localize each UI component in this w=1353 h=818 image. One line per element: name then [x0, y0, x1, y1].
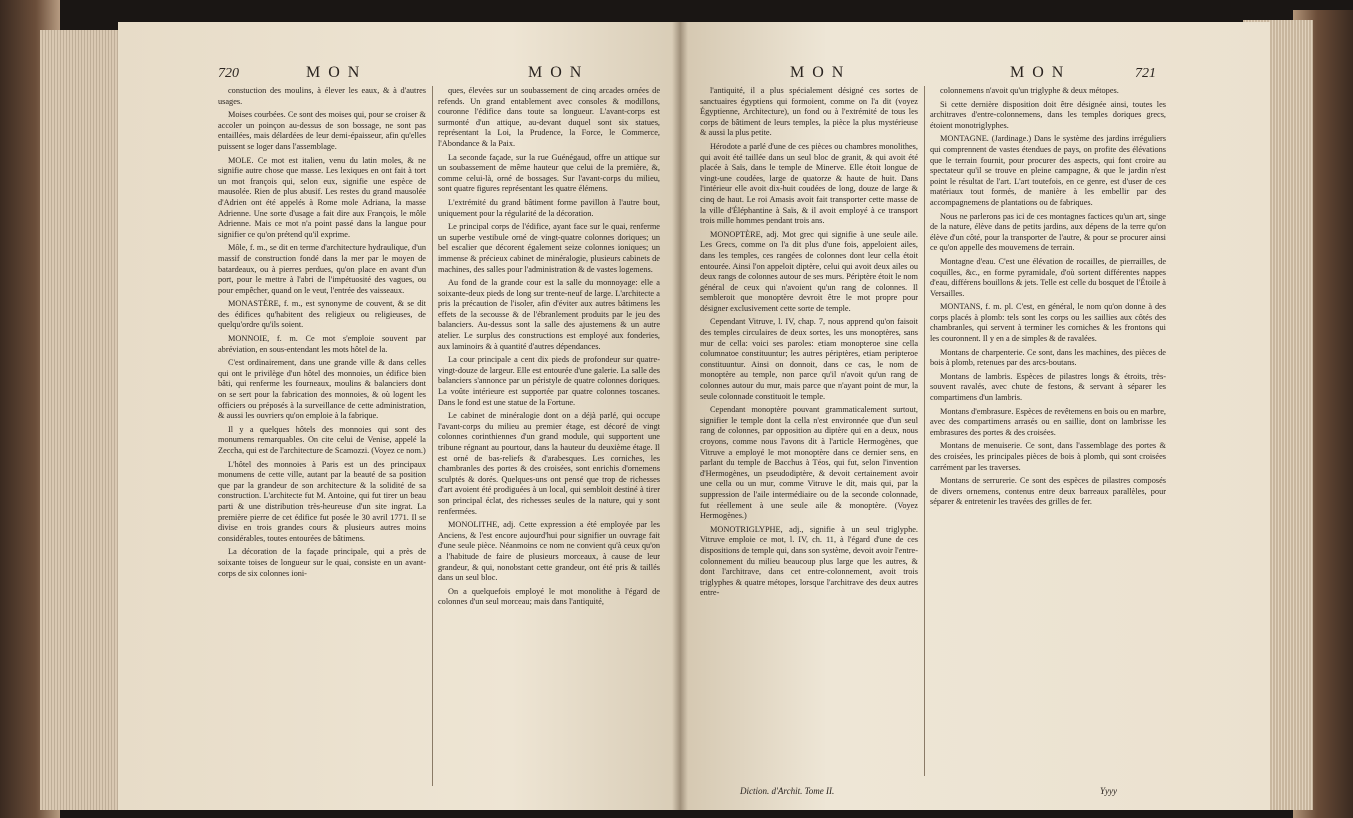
paragraph: ques, élevées sur un soubassement de cinq arcades ornées de refends. Un grand entablement avec consoles & modillons, couronne l'édifice dans toute sa longueur. L'avant-corps est surmonté d'un attique, au-devant duquel sont six statues, représentant la Loi, la Prudence, la Force, le Commerce, l'Abondance & la Paix. — [438, 86, 660, 148]
paragraph: Au fond de la grande cour est la salle du monnoyage: elle a soixante-deux pieds de long sur trente-neuf de large. L'architecte a pris la précaution de l'isoler, afin d'éviter aux autres bâtimens les effets de la secousse & de l'ébranlement produits par le jeu des balanciers. Au-dessus sont la salle des ajustemens & un autre atelier. Le surplus des constructions est employé aux fonderies, aux laminoirs & à quantité d'autres dépendances. — [438, 278, 660, 351]
book-gutter — [672, 22, 688, 810]
paragraph: La seconde façade, sur la rue Guénégaud, offre un attique sur un soubassement de même hauteur que celui de la première, &, comme celui-là, orné de bossages. Sur l'avant-corps du milieu, sont quatre figures représentant les quatre élémens. — [438, 152, 660, 194]
page-number-left: 720 — [218, 66, 239, 81]
paragraph: MONOLITHE, adj. Cette expression a été employée par les Anciens, & l'est encore aujourd'hui pour signifier un ouvrage fait d'une seule pièce. Néanmoins ce nom ne convient qu'à ceux qu'on a l'habitude de faire de plusieurs morceaux, à cause de leur grandeur, & qui, nonobstant cette grandeur, ont été pris & taillés dans un seul bloc. — [438, 520, 660, 583]
paragraph: Montagne d'eau. C'est une élévation de rocailles, de pierrailles, de coquilles, &c., en forme pyramidale, d'où sortent différentes nappes d'eau, différens bouillons & jets. Telle est celle du bosquet de l'Étoile à Versailles. — [930, 256, 1166, 298]
page-number-right: 721 — [1135, 66, 1156, 81]
paragraph: Si cette dernière disposition doit être désignée ainsi, toutes les architraves d'entre-colonnemens, dans les temples doriques grecs, étoient monotriglyphes. — [930, 99, 1166, 130]
paragraph: MOLE. Ce mot est italien, venu du latin moles, & ne signifie autre chose que masse. Les lexiques en ont fait à tort un mot françois qui, selon eux, signifie une espèce de mausolée. Rien de plus abusif. Les restes du grand mausolée d'Adrien ont été appelés à Rome mole Adriana, la masse Adrienne. Une sorte d'usage a fait dire aux François, le môle Adrienne. Mais ce mot n'a point passé dans la langue pour signifier ce qu'on prétend qu'il exprime. — [218, 155, 426, 239]
paragraph: l'antiquité, il a plus spécialement désigné ces sortes de sanctuaires égyptiens qui formoient, comme on l'a dit (voyez Égyptienne, Architecture), un fond ou à l'extrémité de tous les corps de bâtiment de leurs temples, la pièce la plus mystérieuse & aussi la plus petite. — [700, 86, 918, 138]
footer-signature-mark: Yyyy — [1100, 786, 1117, 796]
paragraph: Montans de lambris. Espèces de pilastres longs & étroits, très-souvent ravalés, avec chute de festons, & servant à séparer les compartimens d'un lambris. — [930, 371, 1166, 403]
paragraph: Hérodote a parlé d'une de ces pièces ou chambres monolithes, qui avoit été taillée dans un seul bloc de granit, & qui avoit été placée à Saïs, dans le temple de Minerve. Elle étoit longue de vingt-une coudées, large de quatorze & haute de huit. Dans l'intérieur elle avoit dix-huit coudées de long, douze de large & cinq de haut. Le roi Amasis avoit fait transporter cette masse de la ville d'Éléphantine à Saïs, & il avoit employé à ce transport trois mille hommes pendant trois ans. — [700, 141, 918, 226]
paragraph: MONTAGNE. (Jardinage.) Dans le système des jardins irréguliers qui comprennent de vastes étendues de pays, on profite des élévations que le terrain fournit, pour procurer des aspects, qui font croire au spectateur qu'il se trouve en pleine campagne, & que le jardin n'est point le résultat de l'art. L'art toutefois, en ce genre, est d'user de ces matériaux tout formés, de manière à les embellir par des accompagnemens de plantations ou de fabriques. — [930, 134, 1166, 207]
paragraph: Il y a quelques hôtels des monnoies qui sont des monumens remarquables. On cite celui de Venise, appelé la Zeccha, qui est de l'architecture de Scamozzi. (Voyez ce nom.) — [218, 424, 426, 455]
paragraph: La cour principale a cent dix pieds de profondeur sur quatre-vingt-douze de largeur. Elle est entourée d'une galerie. La salle des balanciers s'annonce par un péristyle de quatre colonnes doriques. La voûte intérieure est supportée par quatre colonnes toscanes. Dans le fond est une statue de la Fortune. — [438, 355, 660, 407]
left-page — [118, 22, 680, 810]
paragraph: Nous ne parlerons pas ici de ces montagnes factices qu'un art, singe de la nature, élève dans de petits jardins, aux dépens de la terre qu'on élève d'un côté, pour la transporter de l'autre, & pour se procurer ainsi ce qu'on appelle des mouvemens de terrain. — [930, 211, 1166, 253]
paragraph: Le cabinet de minéralogie dont on a déjà parlé, qui occupe l'avant-corps du milieu au premier étage, est décoré de vingt colonnes corinthiennes d'un grand module, qui supportent une tribune régnant au pourtour, dans la hauteur du deuxième étage. Il est orné de bas-reliefs & d'arabesques. Les corniches, les chambranles des portes & des croisées, sont enrichis d'ornemens sculptés & dorés. Quelques-uns ont pensé que trop de richesses d'art avoient été prodiguées à un local, qui sembloit destiné à tirer son principal éclat, des richesses seules de la nature, qui y sont renfermées. — [438, 411, 660, 516]
paragraph: C'est ordinairement, dans une grande ville & dans celles qui ont le privilège d'un hôtel des monnoies, un édifice bien bâti, qui renferme les fourneaux, moulins & balanciers dont on se sert pour la fabrication des monnoies, & où logent les officiers ou préposés à la surveillance de cette administration, & aussi les ouvriers qu'on emploie à la fabrique. — [218, 358, 426, 421]
header-left-col1: MON — [306, 64, 368, 81]
header-right-col2: MON — [1010, 64, 1072, 81]
page-edges-left — [40, 30, 130, 810]
paragraph: MONTANS, f. m. pl. C'est, en général, le nom qu'on donne à des corps placés à plomb: tels sont les corps ou les saillies aux côtés des chambranles, qui servent à terminer les corniches & les frontons qui les couronnent. Il y en a de simples & de ravalées. — [930, 302, 1166, 344]
paragraph: Cependant monoptère pouvant grammaticalement surtout, signifier le temple dont la cella n'est environnée que d'un seul rang de colonnes, par opposition au diptère qui en a deux, nous croyons, comme nous l'avons dit à l'article Hermogènes, que Vitruve a employé le mot monoptère dans ce dernier sens, en parlant du temple de Bacchus à Téos, qui fut, selon l'invention d'Hermogènes, un pseudodiptère, & devoit certainement avoir une cella ou un mur, comme Vitruve le dit, mais qui, par la suppression de l'aile intermédiaire ou de la seconde colonnade, fut réellement à une seule aile & monoptère. (Voyez Hermogènes.) — [700, 405, 918, 521]
right-page-column-1 — [700, 86, 918, 778]
paragraph: Montans d'embrasure. Espèces de revêtemens en bois ou en marbre, avec des compartimens arrasés ou en saillie, dont on lambrisse les embrasures des portes & des croisées. — [930, 406, 1166, 437]
paragraph: Montans de charpenterie. Ce sont, dans les machines, des pièces de bois à plomb, retenues par des arcs-boutans. — [930, 347, 1166, 368]
paragraph: Montans de serrurerie. Ce sont des espèces de pilastres composés de divers ornemens, contenus entre deux barreaux parallèles, pour séparer & entretenir les travées des grilles de fer. — [930, 476, 1166, 507]
right-page — [680, 22, 1270, 810]
paragraph: On a quelquefois employé le mot monolithe à l'égard de colonnes d'un seul morceau; mais dans l'antiquité, — [438, 586, 660, 607]
paragraph: Môle, f. m., se dit en terme d'architecture hydraulique, d'un massif de construction fondé dans la mer par le moyen de batardeaux, ou à pierres perdues, qu'on place en avant d'un port, pour le mettre à l'abri de l'impétuosité des vagues, ou pour empêcher, quand on le veut, l'entrée des vaisseaux. — [218, 243, 426, 295]
paragraph: L'extrémité du grand bâtiment forme pavillon à l'autre bout, uniquement pour la régularité de la décoration. — [438, 197, 660, 218]
header-right-col1: MON — [790, 64, 852, 81]
paragraph: La décoration de la façade principale, qui a près de soixante toises de longueur sur le quai, consiste en un avant-corps de six colonnes ioni- — [218, 547, 426, 578]
paragraph: Le principal corps de l'édifice, ayant face sur le quai, renferme un superbe vestibule orné de vingt-quatre colonnes doriques; un bel escalier que décorent également seize colonnes ioniques; un immense & précieux cabinet de minéralogie, plusieurs cabinets de machines, des salles pour l'administration & de vastes logemens. — [438, 222, 660, 274]
paragraph: L'hôtel des monnoies à Paris est un des principaux monumens de cette ville, autant par la beauté de sa position que par la grandeur de son architecture & la solidité de sa construction. L'architecte fut M. Antoine, qui fut tirer un beau parti & une distribution très-heureuse d'un site ingrat. La première pierre de cet édifice fut posée le 30 avril 1771. Il se divise en trois grandes cours & plusieurs autres moins considérables, toutes entourées de bâtimens. — [218, 459, 426, 543]
paragraph: Moises courbées. Ce sont des moises qui, pour se croiser & accoler un poinçon au-dessus de son bossage, ne sont pas entaillées, mais délardées de leur demi-épaisseur, afin qu'elles puissent se loger dans l'assemblage. — [218, 110, 426, 151]
footer-volume-title: Diction. d'Archit. Tome II. — [740, 786, 835, 796]
paragraph: constuction des moulins, à élever les eaux, & à d'autres usages. — [218, 86, 426, 106]
paragraph: colonnemens n'avoit qu'un triglyphe & deux métopes. — [940, 86, 1119, 95]
column-rule-right — [924, 86, 925, 776]
paragraph: Montans de menuiserie. Ce sont, dans l'assemblage des portes & des croisées, les principales pièces de bois à plomb, qui sont croisées carrément par les traverses. — [930, 441, 1166, 472]
right-page-column-2 — [930, 86, 1166, 778]
column-rule-left — [432, 86, 433, 786]
left-page-column-2 — [438, 86, 660, 798]
paragraph: MONASTÈRE, f. m., est synonyme de couvent, & se dit des édifices qu'habitent des religieux ou religieuses, de quelqu'ordre qu'ils soient. — [218, 299, 426, 330]
header-left-col2: MON — [528, 64, 590, 81]
paragraph: Cependant Vitruve, l. IV, chap. 7, nous apprend qu'on faisoit des temples circulaires de deux sortes, les uns monoptères, sans mur de cella: voici ses paroles: etiam monopteroe sine cella columnatoe constituuntur; les autres périptères, etiam peripteroe constituuntur. Ainsi on donnoit, dans ce cas, le nom de monoptère au temple, non parce qu'il n'avoit qu'un rang de colonnes autour du mur, mais parce que n'ayant point de mur, la seule colonnade constituoit le temple. — [700, 317, 918, 401]
paragraph: MONOPTÈRE, adj. Mot grec qui signifie à une seule aile. Les Grecs, comme on l'a dit plus d'une fois, appeloient ailes, dans les temples, ces rangées de colonnes dont leur cella étoit entourée. Ainsi l'on appeloit diptère, celui qui avoit deux ailes ou deux rangs de colonnes autour de ses murs. Périptère étoit le nom général de ceux qui n'avoient qu'un rang de colonnes. Il sembleroit que monoptère devroit être le mot propre pour désigner exclusivement cette sorte de temple. — [700, 229, 918, 313]
paragraph: MONNOIE, f. m. Ce mot s'emploie souvent par abréviation, en sous-entendant les mots hôtel de la. — [218, 334, 426, 354]
paragraph: MONOTRIGLYPHE, adj., signifie à un seul triglyphe. Vitruve emploie ce mot, l. IV, ch. 11, à l'égard d'une de ces dispositions de temple qui, dans son système, devoit avoir l'entre-colonnement du milieu beaucoup plus large que les autres, & dont l'architrave, dans cet entre-colonnement, avoit trois triglyphes & quatre métopes, lorsque l'architrave des deux autres entre- — [700, 524, 918, 598]
left-page-column-1 — [218, 86, 426, 798]
